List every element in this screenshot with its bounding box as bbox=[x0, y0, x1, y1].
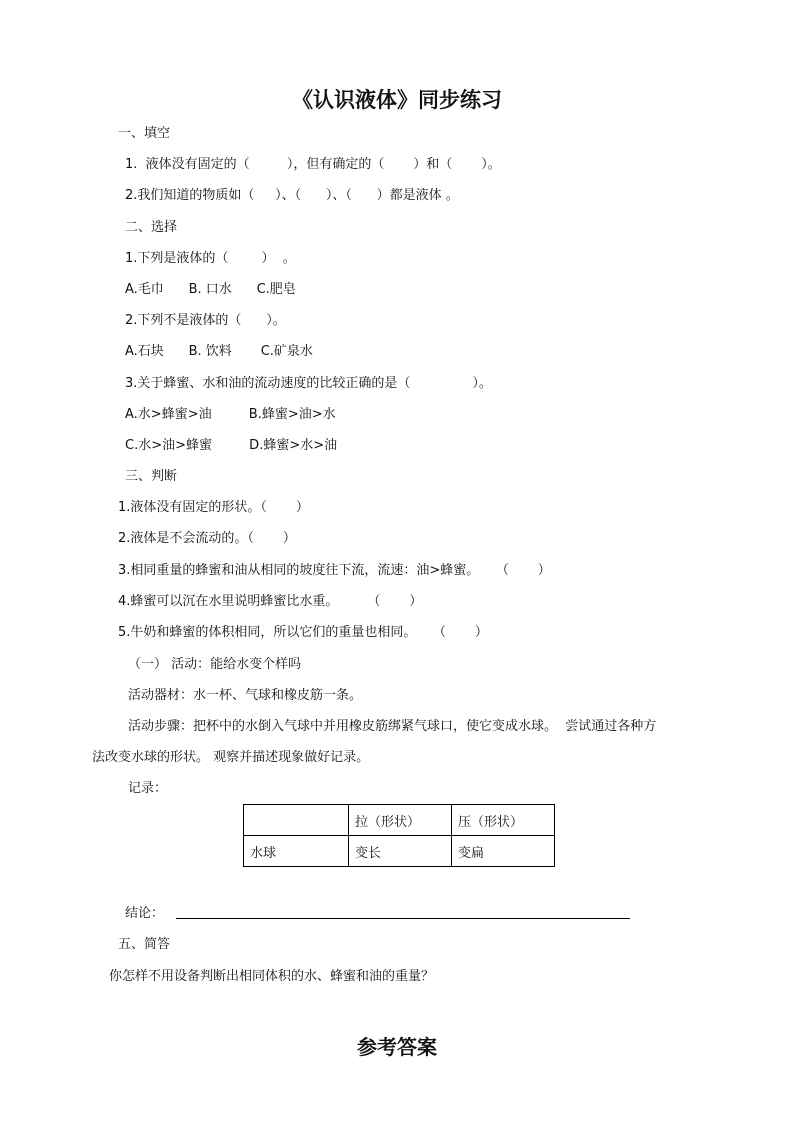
judge-question-4: 4.蜂蜜可以沉在水里说明蜂蜜比水重。 （ ） bbox=[118, 594, 423, 609]
choice-question-3-options-b: C.水>油>蜂蜜 D.蜂蜜>水>油 bbox=[125, 438, 338, 453]
activity-materials: 活动器材：水一杯、气球和橡皮筋一条。 bbox=[128, 688, 363, 703]
answer-title: 参考答案 bbox=[357, 1035, 437, 1059]
table-row bbox=[244, 805, 555, 836]
table-header-press: 压（形状） bbox=[452, 805, 555, 836]
choice-question-3: 3.关于蜂蜜、水和油的流动速度的比较正确的是（ ）。 bbox=[125, 376, 492, 391]
table-cell-flatter: 变扁 bbox=[452, 836, 555, 867]
conclusion-blank-line bbox=[176, 918, 630, 919]
table-cell bbox=[244, 805, 349, 836]
page-title: 《认识液体》同步练习 bbox=[292, 87, 502, 112]
record-label: 记录： bbox=[128, 781, 168, 796]
choice-question-1: 1.下列是液体的（ ） 。 bbox=[125, 251, 296, 266]
judge-question-3: 3.相同重量的蜂蜜和油从相同的坡度往下流，流速：油>蜂蜜。 （ ） bbox=[118, 563, 551, 578]
table-header-pull: 拉（形状） bbox=[349, 805, 452, 836]
fill-question-2: 2.我们知道的物质如（ ）、（ ）、（ ）都是液体 。 bbox=[125, 188, 459, 203]
choice-question-3-options-a: A.水>蜂蜜>油 B.蜂蜜>油>水 bbox=[125, 407, 336, 422]
fill-question-1: 1. 液体没有固定的（ ），但有确定的（ ）和（ ）。 bbox=[125, 157, 501, 172]
record-table bbox=[243, 804, 555, 867]
choice-question-2-options: A.石块 B. 饮料 C.矿泉水 bbox=[125, 344, 313, 359]
section-heading-short-answer: 五、简答 bbox=[118, 937, 171, 952]
choice-question-1-options: A.毛巾 B. 口水 C.肥皂 bbox=[125, 282, 296, 297]
judge-question-1: 1.液体没有固定的形状。（ ） bbox=[118, 500, 309, 515]
judge-question-5: 5.牛奶和蜂蜜的体积相同，所以它们的重量也相同。 （ ） bbox=[118, 625, 488, 640]
conclusion-label: 结论： bbox=[125, 906, 165, 921]
activity-steps-line1: 活动步骤：把杯中的水倒入气球中并用橡皮筋绑紧气球口，使它变成水球。 尝试通过各种方 bbox=[128, 719, 657, 734]
activity-heading: （一） 活动：能给水变个样吗 bbox=[128, 657, 302, 672]
section-heading-fill: 一、填空 bbox=[118, 126, 171, 141]
section-heading-judge: 三、判断 bbox=[125, 469, 178, 484]
table-row bbox=[244, 836, 555, 867]
table-cell-water-ball: 水球 bbox=[244, 836, 349, 867]
section-heading-choice: 二、选择 bbox=[125, 220, 178, 235]
table-cell-longer: 变长 bbox=[349, 836, 452, 867]
choice-question-2: 2.下列不是液体的（ ）。 bbox=[125, 313, 286, 328]
short-answer-question-1: 你怎样不用设备判断出相同体积的水、蜂蜜和油的重量？ bbox=[109, 969, 435, 984]
judge-question-2: 2.液体是不会流动的。（ ） bbox=[118, 531, 296, 546]
activity-steps-line2: 法改变水球的形状。 观察并描述现象做好记录。 bbox=[92, 750, 370, 765]
